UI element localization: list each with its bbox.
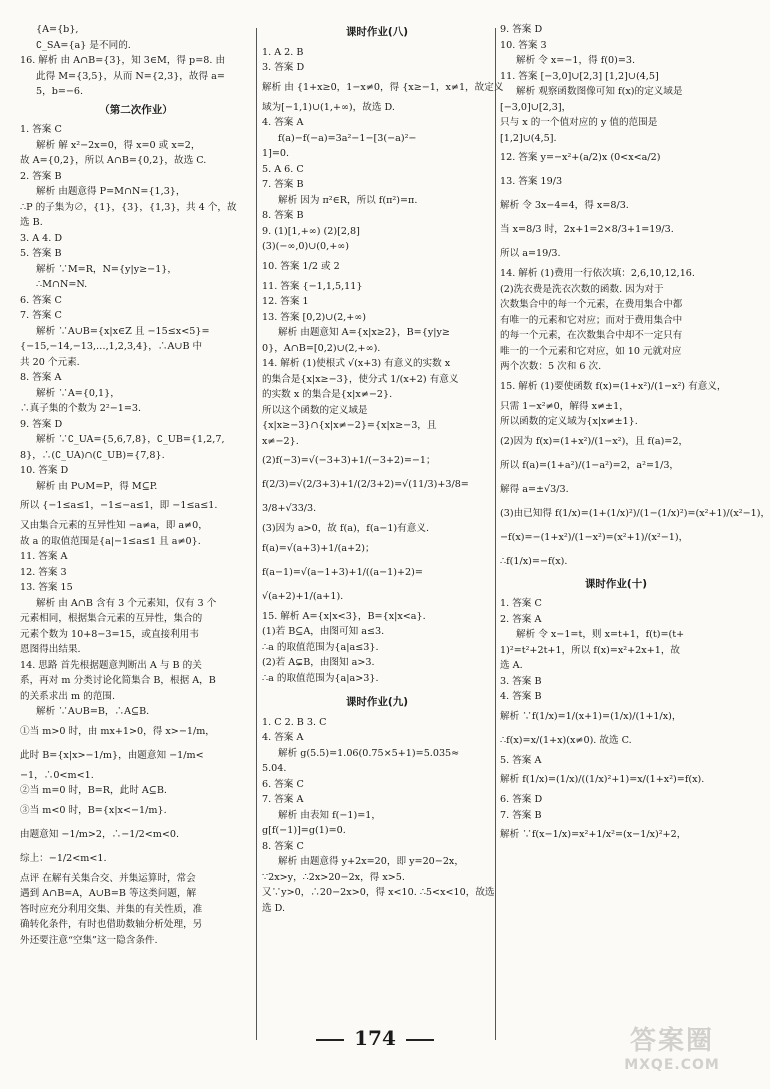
text-line: 答时应充分利用交集、并集的有关性质，准 <box>20 903 203 915</box>
text-line: (2)若 A⊊B，由图知 a>3. <box>262 657 375 668</box>
text-line: 13. 答案 [0,2)∪(2,+∞) <box>262 311 366 323</box>
text-line: 解析 由题意知 A={x|x≥2}，B={y|y≥ <box>278 327 450 338</box>
text-line: 解析 由题意得 P=M∩N={1,3}， <box>36 186 186 197</box>
text-line: 8. 答案 C <box>262 840 304 852</box>
text-line: 10. 答案 3 <box>500 39 547 51</box>
text-line: ①当 m>0 时，由 mx+1>0，得 x>−1/m， <box>20 725 215 737</box>
text-line: 13. 答案 15 <box>20 582 73 593</box>
section-heading: 课时作业(十) <box>584 577 648 590</box>
text-line: 1. A 2. B <box>262 46 304 58</box>
text-line: 元素相同，根据集合元素的互异性，集合的 <box>20 613 203 624</box>
text-line: 2. 答案 B <box>20 170 62 182</box>
text-line: 3/8+√33/3. <box>262 503 317 514</box>
text-line: ∴a 的取值范围为{a|a>3}. <box>262 672 379 684</box>
text-line: 6. 答案 D <box>500 794 543 805</box>
text-line: 解析 ∵f(x−1/x)=x²+1/x²=(x−1/x)²+2， <box>500 829 687 840</box>
text-line: 此时 B={x|x>−1/m}，由题意知 −1/m< <box>20 749 204 761</box>
text-line: 解析 令 x=−1，得 f(0)=3. <box>516 55 636 66</box>
text-line: 14. 解析 (1)使根式 √(x+3) 有意义的实数 x <box>262 358 451 369</box>
text-line: 恩图得出结果. <box>20 644 81 655</box>
text-line: 1]=0. <box>262 148 290 159</box>
text-line: 所以 {−1≤a≤1，−1≤−a≤1，即 −1≤a≤1. <box>20 500 218 511</box>
text-line: 4. 答案 A <box>262 732 304 743</box>
text-line: 此得 M={3,5}，从而 N={2,3}，故得 a= <box>36 70 225 82</box>
text-line: 的集合是{x|x≥−3}，使分式 1/(x+2) 有意义 <box>262 373 459 385</box>
text-line: ∴M∩N=N. <box>36 279 88 290</box>
text-line: 12. 答案 1 <box>262 296 309 307</box>
text-line: 解析 由 A∩B 含有 3 个元素知，仅有 3 个 <box>36 597 217 609</box>
text-line: 13. 答案 19/3 <box>500 176 563 187</box>
text-line: ③当 m<0 时，B={x|x<−1/m}. <box>20 804 167 816</box>
text-line: 有唯一的元素和它对应；而对于费用集合中 <box>500 314 683 326</box>
text-line: 1. 答案 C <box>20 124 62 135</box>
text-line: 所以这个函数的定义域是 <box>262 404 368 416</box>
column-divider-right <box>495 28 496 1040</box>
text-line: 选 A. <box>500 660 523 671</box>
text-line: 16. 解析 由 A∩B={3}，知 3∈M，得 p=8. 由 <box>20 55 226 66</box>
text-line: 选 B. <box>20 217 43 228</box>
text-line: 选 D. <box>262 902 286 914</box>
text-line: 当 x=8/3 时，2x+1=2×8/3+1=19/3. <box>500 224 674 235</box>
text-line: 又由集合元素的互异性知 −a≠a，即 a≠0， <box>20 520 208 531</box>
text-line: (2)f(−3)=√(−3+3)+1/(−3+2)=−1； <box>262 455 436 466</box>
text-line: (3)因为 a>0，故 f(a)，f(a−1)有意义. <box>262 523 430 534</box>
text-line: 11. 答案 [−3,0]∪[2,3] [1,2]∪(4,5] <box>500 70 659 82</box>
text-line: ∴真子集的个数为 2²−1=3. <box>20 403 142 414</box>
text-line: {A={b}, <box>36 24 79 35</box>
text-line: ∴f(x)=x/(1+x)(x≠0). 故选 C. <box>500 734 632 746</box>
text-line: 2. 答案 A <box>500 613 542 625</box>
text-line: 遇到 A∩B=A，A∪B=B 等这类问题，解 <box>20 888 197 899</box>
text-line: 的实数 x 的集合是{x|x≠−2}. <box>262 389 393 400</box>
text-line: 解析 令 x−1=t，则 x=t+1，f(t)=(t+ <box>516 629 685 640</box>
text-line: [−3,0]∪[2,3]， <box>500 101 572 113</box>
text-line: 解析 ∵M=R，N={y|y≥−1}， <box>36 263 177 275</box>
text-line: f(a)−f(−a)=3a²−1−[3(−a)²− <box>278 132 417 144</box>
text-line: ∵2x>y，∴2x>20−2x，得 x>5. <box>262 871 405 883</box>
text-line: 5.04. <box>262 763 287 774</box>
text-line: 5. 答案 A <box>500 754 542 766</box>
text-line: 8. 答案 A <box>20 372 62 383</box>
text-line: 所以 f(a)=(1+a²)/(1−a²)=2，a²=1/3， <box>500 459 680 471</box>
text-line: [1,2]∪(4,5]. <box>500 132 557 144</box>
text-line: 11. 答案 A <box>20 551 68 562</box>
text-line: 所以 a=19/3. <box>500 248 561 259</box>
text-line: 综上：−1/2<m<1. <box>20 852 107 864</box>
text-line: 14. 解析 (1)费用一行依次填：2,6,10,12,16. <box>500 268 695 279</box>
text-line: 域为[−1,1)∪(1,+∞)，故选 D. <box>262 101 395 113</box>
text-line: 解析 ∵A∪B=B，∴A⊆B. <box>36 706 150 717</box>
text-line: 4. 答案 A <box>262 117 304 128</box>
text-line: 解析 ∵A∪B={x|x∈Z 且 −15≤x<5}= <box>36 325 210 337</box>
text-line: 0}，A∩B=[0,2)∪(2,+∞). <box>262 342 381 354</box>
text-line: 的每一个元素，在次数集合中却不一定只有 <box>500 330 683 341</box>
text-line: (2)因为 f(x)=(1+x²)/(1−x²)，且 f(a)=2， <box>500 435 689 447</box>
text-line: 10. 答案 D <box>20 465 69 476</box>
footer-dash-left <box>316 1039 344 1041</box>
text-line: 4. 答案 B <box>500 691 542 702</box>
text-line: 5. A 6. C <box>262 163 304 175</box>
text-line: 5. 答案 B <box>20 248 62 259</box>
column-right <box>500 22 770 847</box>
text-line: 解析 ∵A={0,1}， <box>36 387 120 399</box>
text-line: 9. 答案 D <box>500 24 543 35</box>
text-line: 7. 答案 A <box>262 794 304 805</box>
text-line: ∴f(1/x)=−f(x). <box>500 555 568 567</box>
text-line: 确转化条件，有时也借助数轴分析处理，另 <box>20 919 203 930</box>
text-line: 8}，∴(∁_UA)∩(∁_UB)={7,8}. <box>20 449 165 461</box>
text-line: 10. 答案 1/2 或 2 <box>262 260 340 272</box>
text-line: 解析 f(1/x)=(1/x)/((1/x)²+1)=x/(1+x²)=f(x). <box>500 774 705 785</box>
text-line: ②当 m=0 时，B=R，此时 A⊆B. <box>20 785 167 796</box>
text-line: ∴a 的取值范围为{a|a≤3}. <box>262 641 379 653</box>
text-line: 1. 答案 C <box>500 598 542 609</box>
column-left <box>20 22 252 948</box>
text-line: 9. 答案 D <box>20 418 63 430</box>
text-line: 解析 由 P∪M=P，得 M⊆P. <box>36 480 158 492</box>
text-line: 解析 g(5.5)=1.06(0.75×5+1)=5.035≈ <box>278 747 460 759</box>
text-line: 解析 观察函数图像可知 f(x)的定义域是 <box>516 86 683 97</box>
watermark-logo <box>602 1020 742 1080</box>
text-line: 6. 答案 C <box>262 778 304 790</box>
text-line: 外还要注意“空集”这一隐含条件. <box>20 934 158 946</box>
text-line: 故 a 的取值范围是{a|−1≤a≤1 且 a≠0}. <box>20 535 201 547</box>
column-divider-left <box>256 28 257 1040</box>
text-line: 6. 答案 C <box>20 294 62 306</box>
text-line: 7. 答案 B <box>500 809 542 821</box>
page-number: 174 <box>354 1026 396 1050</box>
text-line: 解析 由 {1+x≥0，1−x≠0，得 {x≥−1，x≠1，故定义 <box>262 81 504 93</box>
watermark-main: 答案圈 <box>629 1026 714 1056</box>
text-line: f(a−1)=√(a−1+3)+1/((a−1)+2)= <box>262 566 423 578</box>
text-line: 由题意知 −1/m>2，∴−1/2<m<0. <box>20 828 180 840</box>
text-line: 系，再对 m 分类讨论化简集合 B，根据 A，B <box>20 675 216 686</box>
text-line: 所以函数的定义域为{x|x≠±1}. <box>500 416 638 427</box>
text-line: 解析 解 x²−2x=0，得 x=0 或 x=2， <box>36 139 201 151</box>
text-line: 两个次数：5 次和 6 次. <box>500 361 602 372</box>
text-line: (3)由已知得 f(1/x)=(1+(1/x)²)/(1−(1/x)²)=(x²+1)/(x²−1)， <box>500 507 770 519</box>
text-line: −f(x)=−(1+x²)/(1−x²)=(x²+1)/(x²−1)， <box>500 531 689 543</box>
section-heading: 课时作业(八) <box>345 26 409 38</box>
text-line: 12. 答案 y=−x²+(a/2)x (0<x<a/2) <box>500 152 661 163</box>
text-line: 3. A 4. D <box>20 232 63 244</box>
text-line: 5，b=−6. <box>36 86 84 97</box>
text-line: 解析 ∵∁_UA={5,6,7,8}，∁_UB={1,2,7, <box>36 434 225 445</box>
section-heading: （第二次作业） <box>99 103 173 116</box>
text-line: 共 20 个元素. <box>20 356 80 368</box>
watermark-sub: MXQE.COM <box>624 1057 720 1073</box>
text-line: {−15,−14,−13,…,1,2,3,4}，∴A∪B 中 <box>20 341 203 352</box>
text-line: 1)²=t²+2t+1，所以 f(x)=x²+2x+1，故 <box>500 644 681 656</box>
text-line: 点评 在解有关集合交、并集运算时，常会 <box>20 872 196 884</box>
text-line: 元素个数为 10+8−3=15，或直接利用韦 <box>20 628 199 640</box>
text-line: (2)洗衣费是洗衣次数的函数. 因为对于 <box>500 283 664 295</box>
text-line: f(2/3)=√(2/3+3)+1/(2/3+2)=√(11/3)+3/8= <box>262 479 469 490</box>
text-line: 唯一的一个元素和它对应，如 10 元就对应 <box>500 345 682 357</box>
column-middle <box>262 22 504 916</box>
text-line: {x|x≥−3}∩{x|x≠−2}={x|x≥−3，且 <box>262 420 437 431</box>
section-heading: 课时作业(九) <box>345 696 409 708</box>
text-line: ∁_SA={a} 是不同的. <box>36 39 131 51</box>
text-line: 次数集合中的每一个元素，在费用集合中都 <box>500 299 683 310</box>
text-line: 3. 答案 B <box>500 675 542 687</box>
text-line: 只与 x 的一个值对应的 y 值的范围是 <box>500 117 658 128</box>
text-line: g[f(−1)]=g(1)=0. <box>262 825 346 836</box>
text-line: 12. 答案 3 <box>20 566 67 578</box>
footer-dash-right <box>406 1039 434 1041</box>
text-line: 解析 由表知 f(−1)=1， <box>278 809 381 821</box>
text-line: 11. 答案 {−1,1,5,11} <box>262 280 363 292</box>
text-line: x≠−2}. <box>262 435 299 447</box>
text-line: 7. 答案 C <box>20 310 62 321</box>
text-line: 15. 解析 A={x|x<3}，B={x|x<a}. <box>262 610 426 622</box>
text-line: 解析 由题意得 y+2x=20，即 y=20−2x， <box>278 856 464 867</box>
text-line: 解析 因为 π²∈R，所以 f(π²)=π. <box>278 194 418 206</box>
text-line: √(a+2)+1/(a+1). <box>262 590 344 602</box>
text-line: 只需 1−x²≠0，解得 x≠±1， <box>500 400 629 412</box>
text-line: 又∵y>0，∴20−2x>0，得 x<10. ∴5<x<10，故选 <box>262 887 495 898</box>
text-line: (1)若 B⊆A，由图可知 a≤3. <box>262 626 385 637</box>
text-line: (3)(−∞,0)∪(0,+∞) <box>262 241 349 252</box>
text-line: f(a)=√(a+3)+1/(a+2)； <box>262 542 375 554</box>
text-line: 解析 ∵f(1/x)=1/(x+1)=(1/x)/(1+1/x)， <box>500 710 682 722</box>
text-line: 1. C 2. B 3. C <box>262 716 327 728</box>
text-line: 14. 思路 首先根据题意判断出 A 与 B 的关 <box>20 659 202 671</box>
text-line: 的关系求出 m 的范围. <box>20 690 115 702</box>
text-line: 15. 解析 (1)要使函数 f(x)=(1+x²)/(1−x²) 有意义， <box>500 380 727 392</box>
text-line: 解得 a=±√3/3. <box>500 483 569 495</box>
text-line: 解析 令 3x−4=4，得 x=8/3. <box>500 200 629 211</box>
text-line: 9. (1)[1,+∞) (2)[2,8] <box>262 225 360 237</box>
text-line: −1，∴0<m<1. <box>20 769 94 781</box>
text-line: ∴P 的子集为∅，{1}，{3}，{1,3}，共 4 个，故 <box>20 201 237 213</box>
text-line: 故 A={0,2}，所以 A∩B={0,2}，故选 C. <box>20 155 207 166</box>
text-line: 8. 答案 B <box>262 210 304 221</box>
text-line: 7. 答案 B <box>262 179 304 190</box>
text-line: 3. 答案 D <box>262 62 305 73</box>
